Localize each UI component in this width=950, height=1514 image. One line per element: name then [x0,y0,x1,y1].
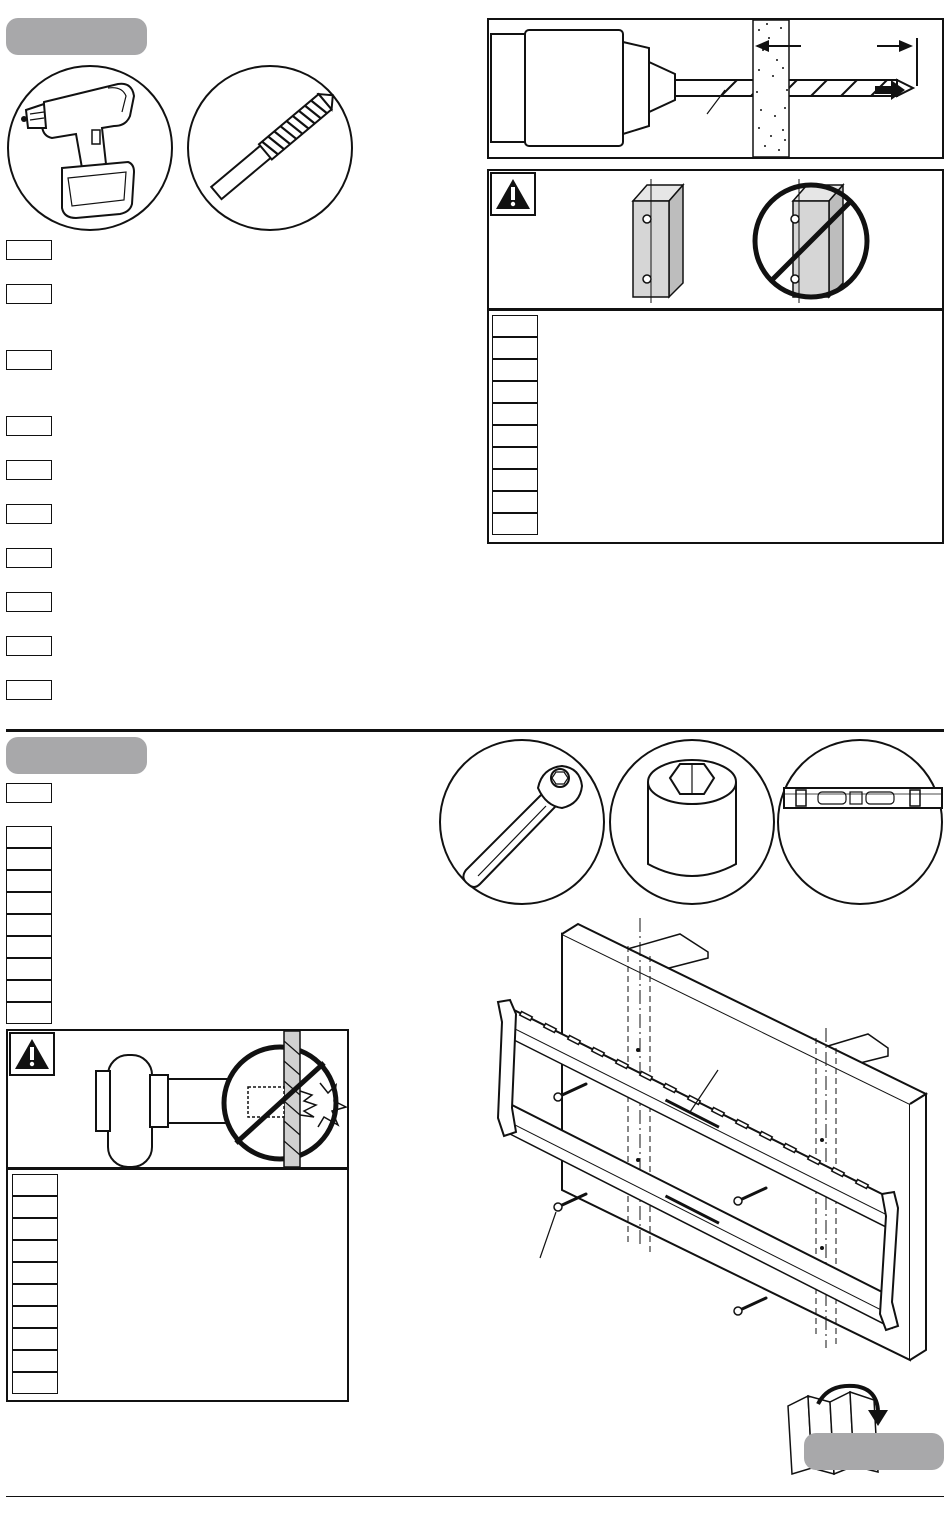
step-language-box [6,460,52,480]
step-language-box [6,936,52,958]
warning-language-box [492,469,538,491]
step-language-box [6,848,52,870]
overtighten-lag-bolt-illustration [88,1031,348,1167]
warning-language-box [492,381,538,403]
warning-language-box [492,447,538,469]
warning-triangle-icon [491,173,535,215]
step-language-box [6,958,52,980]
warning-panel-divider [8,1167,347,1170]
step-language-box [6,350,52,370]
warning-language-box [12,1306,58,1328]
step-language-box [6,548,52,568]
step-language-box [6,826,52,848]
warning-language-box [492,315,538,337]
step-language-box [6,980,52,1002]
wall-plate-mounting-illustration [490,918,920,1368]
step-language-box [6,240,52,260]
step-language-box [6,416,52,436]
step-language-box [6,284,52,304]
warning-language-box [492,491,538,513]
cordless-drill-icon [6,64,176,234]
prohibited-circle-icon [751,179,875,303]
warning-language-box [12,1174,58,1196]
step-language-box [6,914,52,936]
section1-header-pill [6,18,147,55]
correct-stud-center-illustration [629,179,689,303]
step-language-box [6,680,52,700]
warning-language-box [12,1372,58,1394]
overtighten-warning-panel [6,1029,349,1402]
stud-center-warning-panel [487,169,944,544]
step-language-box [6,592,52,612]
warning-triangle-icon [10,1033,54,1075]
warning-language-box [492,403,538,425]
step-language-box [6,870,52,892]
hex-socket-icon [608,738,776,906]
step-language-box [6,892,52,914]
step-language-box [6,1002,52,1024]
step-language-box [6,636,52,656]
section2-header-pill [6,737,147,774]
bubble-level-icon [776,738,944,906]
warning-language-box [12,1218,58,1240]
warning-language-box [12,1240,58,1262]
warning-language-box [492,359,538,381]
section-divider [6,729,944,732]
warning-language-box [12,1196,58,1218]
warning-language-box [12,1262,58,1284]
step-language-box [6,504,52,524]
drill-bit-icon [186,64,356,234]
warning-language-box [12,1350,58,1372]
socket-wrench-icon [438,738,606,906]
warning-language-box [12,1284,58,1306]
step-language-box [6,783,52,803]
warning-language-box [12,1328,58,1350]
warning-panel-divider [489,308,942,311]
drilling-depth-figure [487,18,944,159]
next-step-pill [804,1433,944,1470]
warning-language-box [492,425,538,447]
drill-into-wall-illustration [489,20,942,157]
page-bottom-rule [6,1496,944,1497]
warning-language-box [492,337,538,359]
warning-language-box [492,513,538,535]
